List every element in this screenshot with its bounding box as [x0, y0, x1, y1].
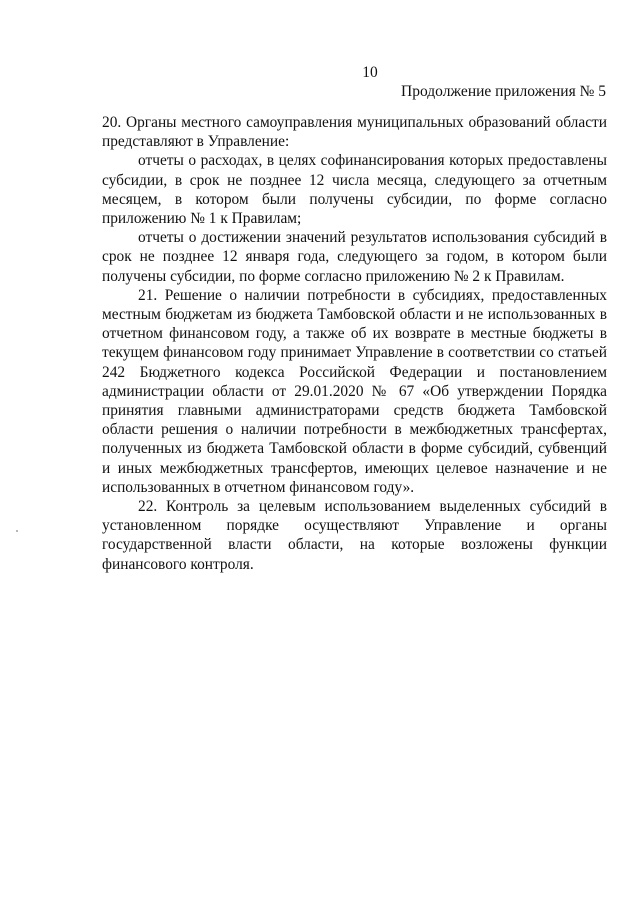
- page-number: 10: [362, 64, 378, 81]
- paragraph-20: 20. Органы местного самоуправления муниципальных образований области представляют в Управление:: [102, 114, 607, 151]
- paragraph-21: 21. Решение о наличии потребности в субсидиях, предоставленных местным бюджетам из бюджета Тамбовской области и не использованных в отчетном финансовом году, а также об их возврате в местные бюджеты в текущем финансовом году принимает Управление в соответствии со статьей 242 Бюджетного кодекса Российской Федерации и постановлением администрации области от 29.01.2020 № 67 «Об утверждении Порядка принятия главными администраторами средств бюджета Тамбовской области решения о наличии потребности в межбюджетных трансфертах, полученных из бюджета Тамбовской области в форме субсидий, субвенций и иных межбюджетных трансфертов, имеющих целевое назначение и не использованных в отчетном финансовом году».: [102, 286, 607, 496]
- paragraph-22: 22. Контроль за целевым использованием выделенных субсидий в установленном порядке осуществляют Управление и органы государственной власти области, на которые возложены функции финансового контроля.: [102, 498, 607, 573]
- document-body: [102, 113, 607, 574]
- paragraph-20-results-reports: отчеты о достижении значений результатов использования субсидий в срок не позднее 12 января года, следующего за годом, в котором были получены субсидии, по форме согласно приложению № 2 к Правилам.: [102, 229, 607, 285]
- paragraph-20-expense-reports: отчеты о расходах, в целях софинансирования которых предоставлены субсидии, в срок не позднее 12 числа месяца, следующего за отчетным месяцем, в котором были получены субсидии, по форме согласно приложению № 1 к Правилам;: [102, 152, 607, 228]
- scan-speck: [16, 530, 18, 532]
- appendix-continuation-header: Продолжение приложения № 5: [401, 83, 606, 100]
